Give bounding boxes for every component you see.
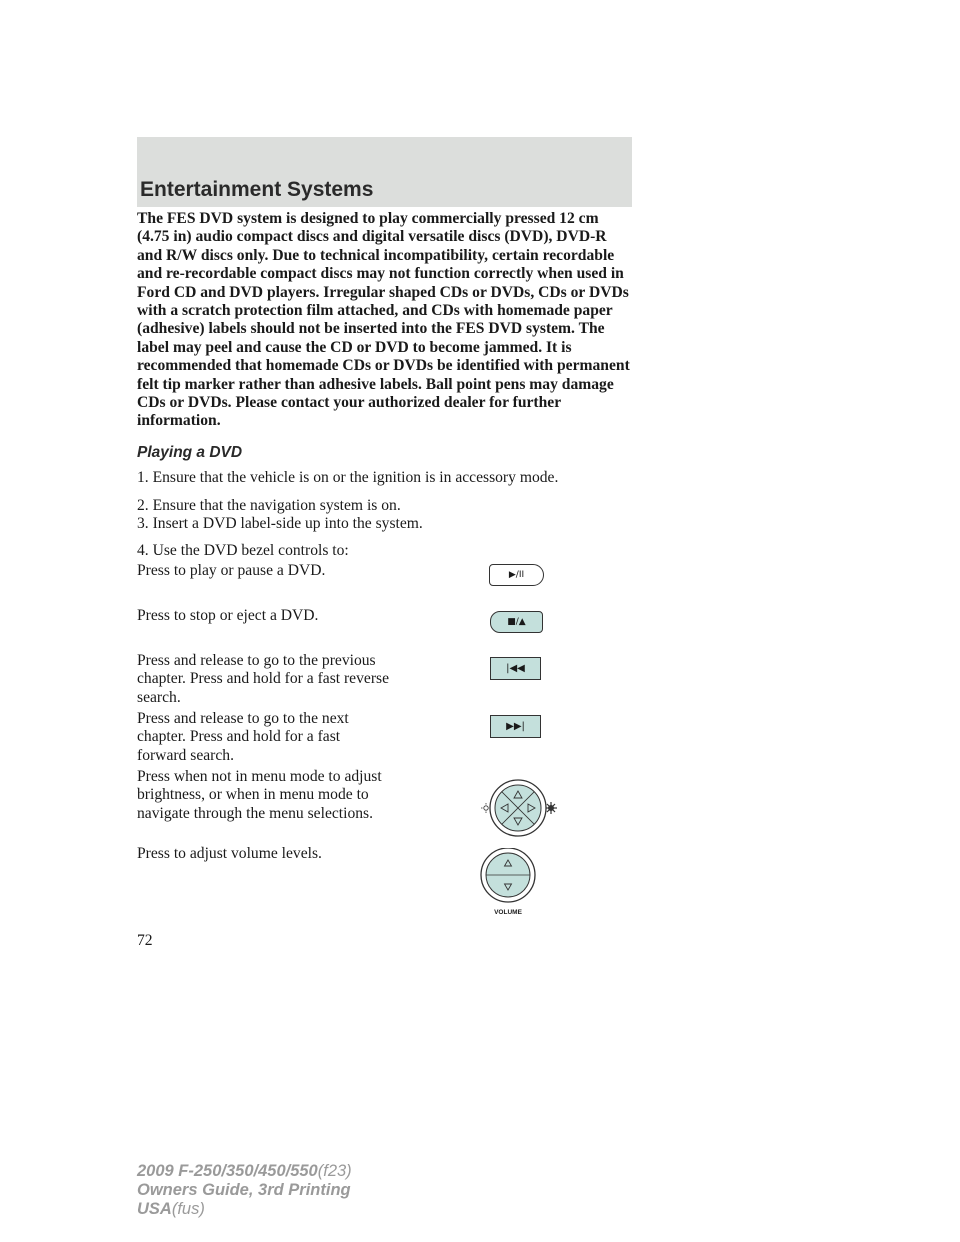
footer-guide: Owners Guide, 3rd Printing [137,1181,351,1199]
next-chapter-icon [490,715,541,738]
footer-line-1 [137,1162,352,1181]
brightness-navigation-pad-icon [478,770,560,846]
stop-eject-icon [490,611,543,633]
volume-control-icon [478,848,538,918]
intro-paragraph: The FES DVD system is designed to play commercially pressed 12 cm (4.75 in) audio compact discs and digital versatile discs (DVD), DVD-R and R/W discs only. Due to technical incompatibility, certain recordable and re-recordable compact discs may not function correctly when used in Ford CD and DVD players. Irregular shaped CDs or DVDs, CDs or DVDs with a scratch protection film attached, and CDs with homemade paper (adhesive) labels should not be inserted into the FES DVD system. The label may peel and cause the CD or DVD to become jammed. It is recommended that homemade CDs or DVDs be identified with permanent felt tip marker rather than adhesive labels. Ball point pens may damage CDs or DVDs. Please contact your authorized dealer for further information. [137,210,630,430]
step-3: 3. Insert a DVD label-side up into the system. [137,515,423,532]
footer [137,1162,352,1219]
step-1: 1. Ensure that the vehicle is on or the ignition is in accessory mode. [137,469,559,486]
footer-model: 2009 F-250/350/450/550 [137,1162,318,1180]
play-pause-description: Press to play or pause a DVD. [137,562,326,579]
footer-market: USA [137,1200,172,1218]
brightness-description: Press when not in menu mode to adjust brightness, or when in menu mode to navigate through the menu selections. [137,768,382,822]
next-chapter-symbol: ▶▶| [506,721,525,732]
playing-dvd-heading: Playing a DVD [137,444,243,461]
play-pause-icon [489,564,544,586]
page-number: 72 [137,932,153,949]
volume-label: VOLUME [494,909,522,916]
brightness-up-icon [545,802,557,814]
footer-model-code: (f23) [317,1162,352,1180]
step-4: 4. Use the DVD bezel controls to: [137,542,349,559]
next-chapter-description: Press and release to go to the next chapter. Press and hold for a fast forward search. [137,710,349,764]
previous-chapter-symbol: |◀◀ [506,663,525,674]
footer-line-3 [137,1200,352,1219]
stop-eject-description: Press to stop or eject a DVD. [137,607,319,624]
volume-description: Press to adjust volume levels. [137,845,322,862]
stop-eject-symbol: ■/▲ [507,617,526,627]
footer-market-code: (fus) [171,1200,205,1218]
step-2: 2. Ensure that the navigation system is on. [137,497,401,514]
play-pause-symbol: ▶/II [508,570,525,580]
previous-chapter-icon [490,657,541,680]
section-title: Entertainment Systems [140,178,374,201]
previous-chapter-description: Press and release to go to the previous chapter. Press and hold for a fast reverse search. [137,652,390,706]
